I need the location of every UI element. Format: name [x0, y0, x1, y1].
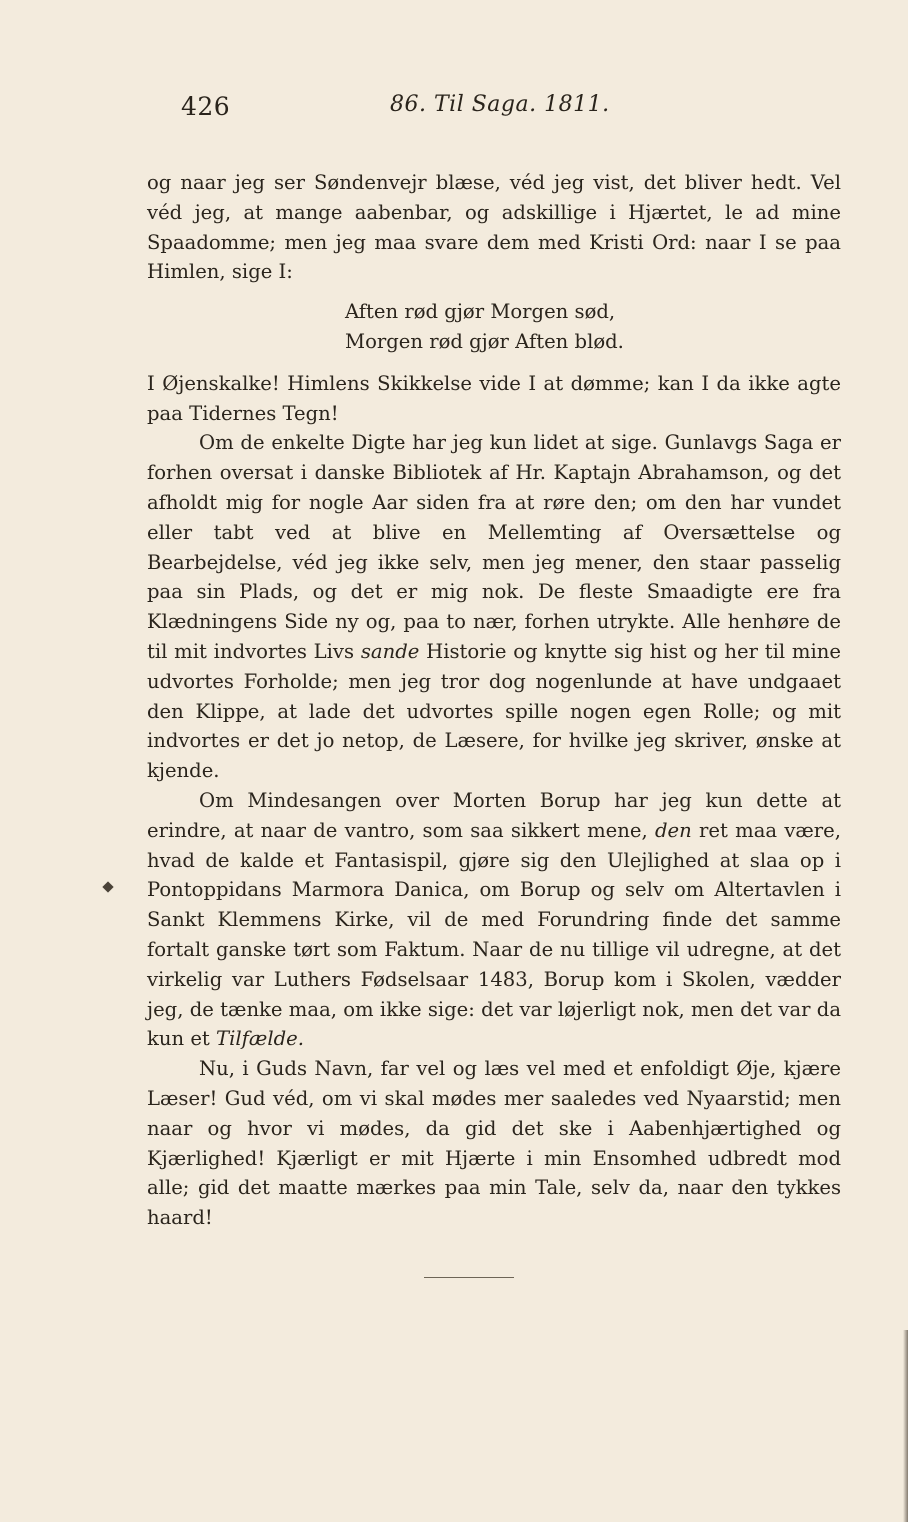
paragraph-3-text-b: Historie og knytte sig hist og her til mine udvortes Forholde; men jeg tror dog nogenlunde at have undgaaet den Klippe, at lade det udvortes spille nogen egen Rolle; og mit indvortes er det jo netop, de Læsere, for hvilke jeg skriver, ønske at kjende.: [147, 639, 841, 783]
page-number: 426: [181, 92, 231, 121]
paragraph-4-italic: den: [654, 818, 692, 842]
paragraph-3: [147, 428, 841, 786]
paragraph-4: [147, 786, 841, 1054]
page-header: [0, 92, 908, 126]
paragraph-2: I Øjenskalke! Himlens Skikkelse vide I at dømme; kan I da ikke agte paa Tidernes Tegn!: [147, 371, 841, 425]
ink-speck: [102, 881, 113, 892]
end-rule: [424, 1277, 514, 1278]
page-edge-shadow: [903, 1330, 908, 1522]
paragraph-3-text-a: Om de enkelte Digte har jeg kun lidet at sige. Gunlavgs Saga er forhen oversat i danske Bibliotek af Hr. Kaptajn Abrahamson, og det afholdt mig for nogle Aar siden fra at røre den; om den har vundet eller tabt ved at blive en Mellemting af Oversættelse og Bearbejdelse, véd jeg ikke selv, men jeg mener, den staar passelig paa sin Plads, og det er mig nok. De fleste Smaadigte ere fra Klædningens Side ny og, paa to nær, forhen utrykte. Alle henhøre de til mit indvortes Livs: [147, 431, 841, 663]
verse-line-1: Aften rød gjør Morgen sød,: [345, 300, 616, 324]
running-head: 86. Til Saga. 1811.: [390, 92, 610, 117]
body-text: [147, 168, 841, 1233]
verse-line-2: Morgen rød gjør Aften blød.: [345, 329, 624, 353]
paragraph-4-italic-end: Tilfælde.: [216, 1027, 304, 1051]
paragraph-5: Nu, i Guds Navn, far vel og læs vel med et enfoldigt Øje, kjære Læser! Gud véd, om vi skal mødes mer saaledes ved Nyaarstid; men naar og hvor vi mødes, da gid det ske i Aabenhjærtighed og Kjærlighed! Kjærligt er mit Hjærte i min Ensomhed udbredt mod alle; gid det maatte mærkes paa min Tale, selv da, naar den tykkes haard!: [147, 1057, 841, 1230]
paragraph-3-italic: sande: [360, 639, 420, 663]
paragraph-1: og naar jeg ser Søndenvejr blæse, véd jeg vist, det bliver hedt. Vel véd jeg, at mange aabenbar, og adskillige i Hjærtet, le ad mine Spaadomme; men jeg maa svare dem med Kristi Ord: naar I se paa Himlen, sige I:: [147, 171, 841, 284]
paragraph-4-text-b: ret maa være, hvad de kalde et Fantasispil, gjøre sig den Ulejlighed at slaa op i Pontoppidans Marmora Danica, om Borup og selv om Altertavlen i Sankt Klemmens Kirke, vil de med Forundring finde det samme fortalt ganske tørt som Faktum. Naar de nu tillige vil udregne, at det virkelig var Luthers Fødselsaar 1483, Borup kom i Skolen, vædder jeg, de tænke maa, om ikke sige: det var løjerligt nok, men det var da kun et: [147, 818, 841, 1051]
paragraph-4-text-a: Om Mindesangen over Morten Borup har jeg kun dette at erindre, at naar de vantro, som saa sikkert mene,: [147, 788, 841, 842]
verse: [345, 297, 841, 357]
